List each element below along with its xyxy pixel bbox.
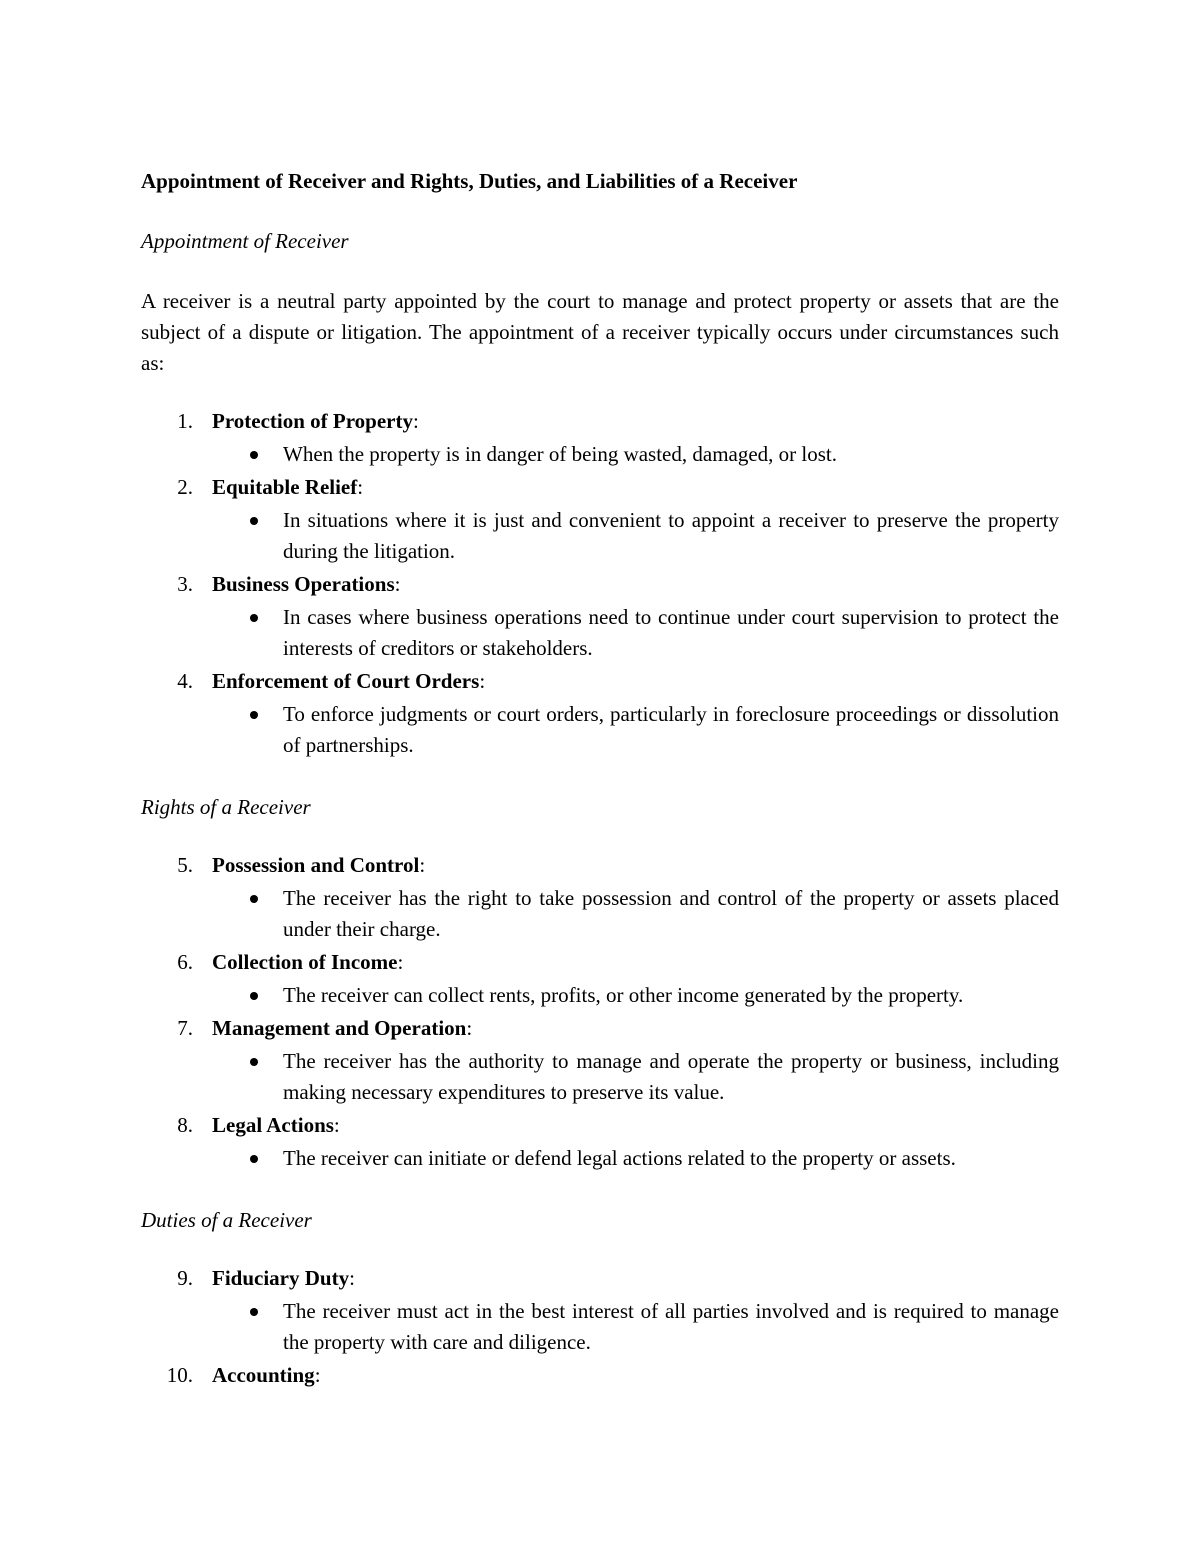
bullet-icon [250,451,258,459]
item-heading [141,666,1059,697]
document-page [141,166,1059,1393]
bullet-point [141,505,1059,567]
list-item [141,947,1059,1011]
item-heading [141,1360,1059,1391]
item-heading [141,472,1059,503]
duties-list [141,1263,1059,1391]
bullet-icon [250,1058,258,1066]
item-title: Management and Operation [212,1016,467,1040]
item-title: Possession and Control [212,853,420,877]
item-number: 8. [177,1113,193,1137]
bullet-icon [250,711,258,719]
list-item [141,1013,1059,1108]
section-heading-appointment: Appointment of Receiver [141,229,349,253]
bullet-point [141,980,1059,1011]
bullet-icon [250,1155,258,1163]
bullet-icon [250,895,258,903]
item-colon: : [394,572,401,596]
item-heading [141,1013,1059,1044]
item-colon: : [357,475,364,499]
list-item [141,666,1059,761]
item-number: 9. [177,1266,193,1290]
list-item [141,1360,1059,1391]
section-heading-duties: Duties of a Receiver [141,1208,312,1232]
item-heading [141,1263,1059,1294]
item-title: Enforcement of Court Orders [212,669,480,693]
item-heading [141,947,1059,978]
item-colon: : [333,1113,340,1137]
bullet-text: To enforce judgments or court orders, particularly in foreclosure proceedings or dissolution of partnerships. [283,702,1059,757]
bullet-text: The receiver has the right to take possession and control of the property or assets placed under their charge. [283,886,1059,941]
bullet-icon [250,614,258,622]
bullet-point [141,602,1059,664]
bullet-point [141,883,1059,945]
item-colon: : [413,409,419,433]
item-number: 4. [177,669,193,693]
bullet-point [141,1046,1059,1108]
bullet-point [141,1296,1059,1358]
bullet-point [141,1143,1059,1174]
item-title: Fiduciary Duty [212,1266,350,1290]
item-number: 1. [177,409,193,433]
bullet-text: The receiver must act in the best interest of all parties involved and is required to manage the property with care and diligence. [283,1299,1059,1354]
item-title: Business Operations [212,572,395,596]
item-colon: : [349,1266,355,1290]
bullet-text: In cases where business operations need to continue under court supervision to protect the interests of creditors or stakeholders. [283,605,1059,660]
item-number: 3. [177,572,193,596]
item-colon: : [466,1016,473,1040]
document-title: Appointment of Receiver and Rights, Duties, and Liabilities of a Receiver [141,169,798,193]
item-title: Accounting [212,1363,315,1387]
bullet-icon [250,992,258,1000]
bullet-text: The receiver can collect rents, profits, or other income generated by the property. [283,983,964,1007]
item-heading [141,406,1059,437]
item-title: Collection of Income [212,950,398,974]
item-colon: : [314,1363,321,1387]
item-title: Equitable Relief [212,475,358,499]
item-colon: : [419,853,426,877]
item-colon: : [479,669,486,693]
section-heading-rights: Rights of a Receiver [141,795,311,819]
bullet-text: The receiver can initiate or defend legal actions related to the property or assets. [283,1146,956,1170]
item-title: Legal Actions [212,1113,334,1137]
list-item [141,406,1059,470]
item-number: 5. [177,853,193,877]
rights-list [141,850,1059,1174]
intro-paragraph: A receiver is a neutral party appointed by the court to manage and protect property or assets that are the subject of a dispute or litigation. The appointment of a receiver typically occurs under circumstances such as: [141,289,1059,375]
bullet-point [141,699,1059,761]
list-item [141,1263,1059,1358]
item-number: 10. [166,1363,193,1387]
bullet-icon [250,517,258,525]
item-number: 6. [177,950,193,974]
bullet-point [141,439,1059,470]
item-heading [141,569,1059,600]
list-item [141,850,1059,945]
item-number: 7. [177,1016,193,1040]
item-heading [141,1110,1059,1141]
list-item [141,569,1059,664]
appointment-list [141,406,1059,761]
item-colon: : [397,950,404,974]
item-number: 2. [177,475,193,499]
bullet-text: When the property is in danger of being wasted, damaged, or lost. [283,442,838,466]
item-title: Protection of Property [212,409,413,433]
bullet-text: The receiver has the authority to manage and operate the property or business, including making necessary expenditures to preserve its value. [283,1049,1059,1104]
list-item [141,472,1059,567]
bullet-icon [250,1308,258,1316]
item-heading [141,850,1059,881]
list-item [141,1110,1059,1174]
bullet-text: In situations where it is just and convenient to appoint a receiver to preserve the property during the litigation. [283,508,1059,563]
